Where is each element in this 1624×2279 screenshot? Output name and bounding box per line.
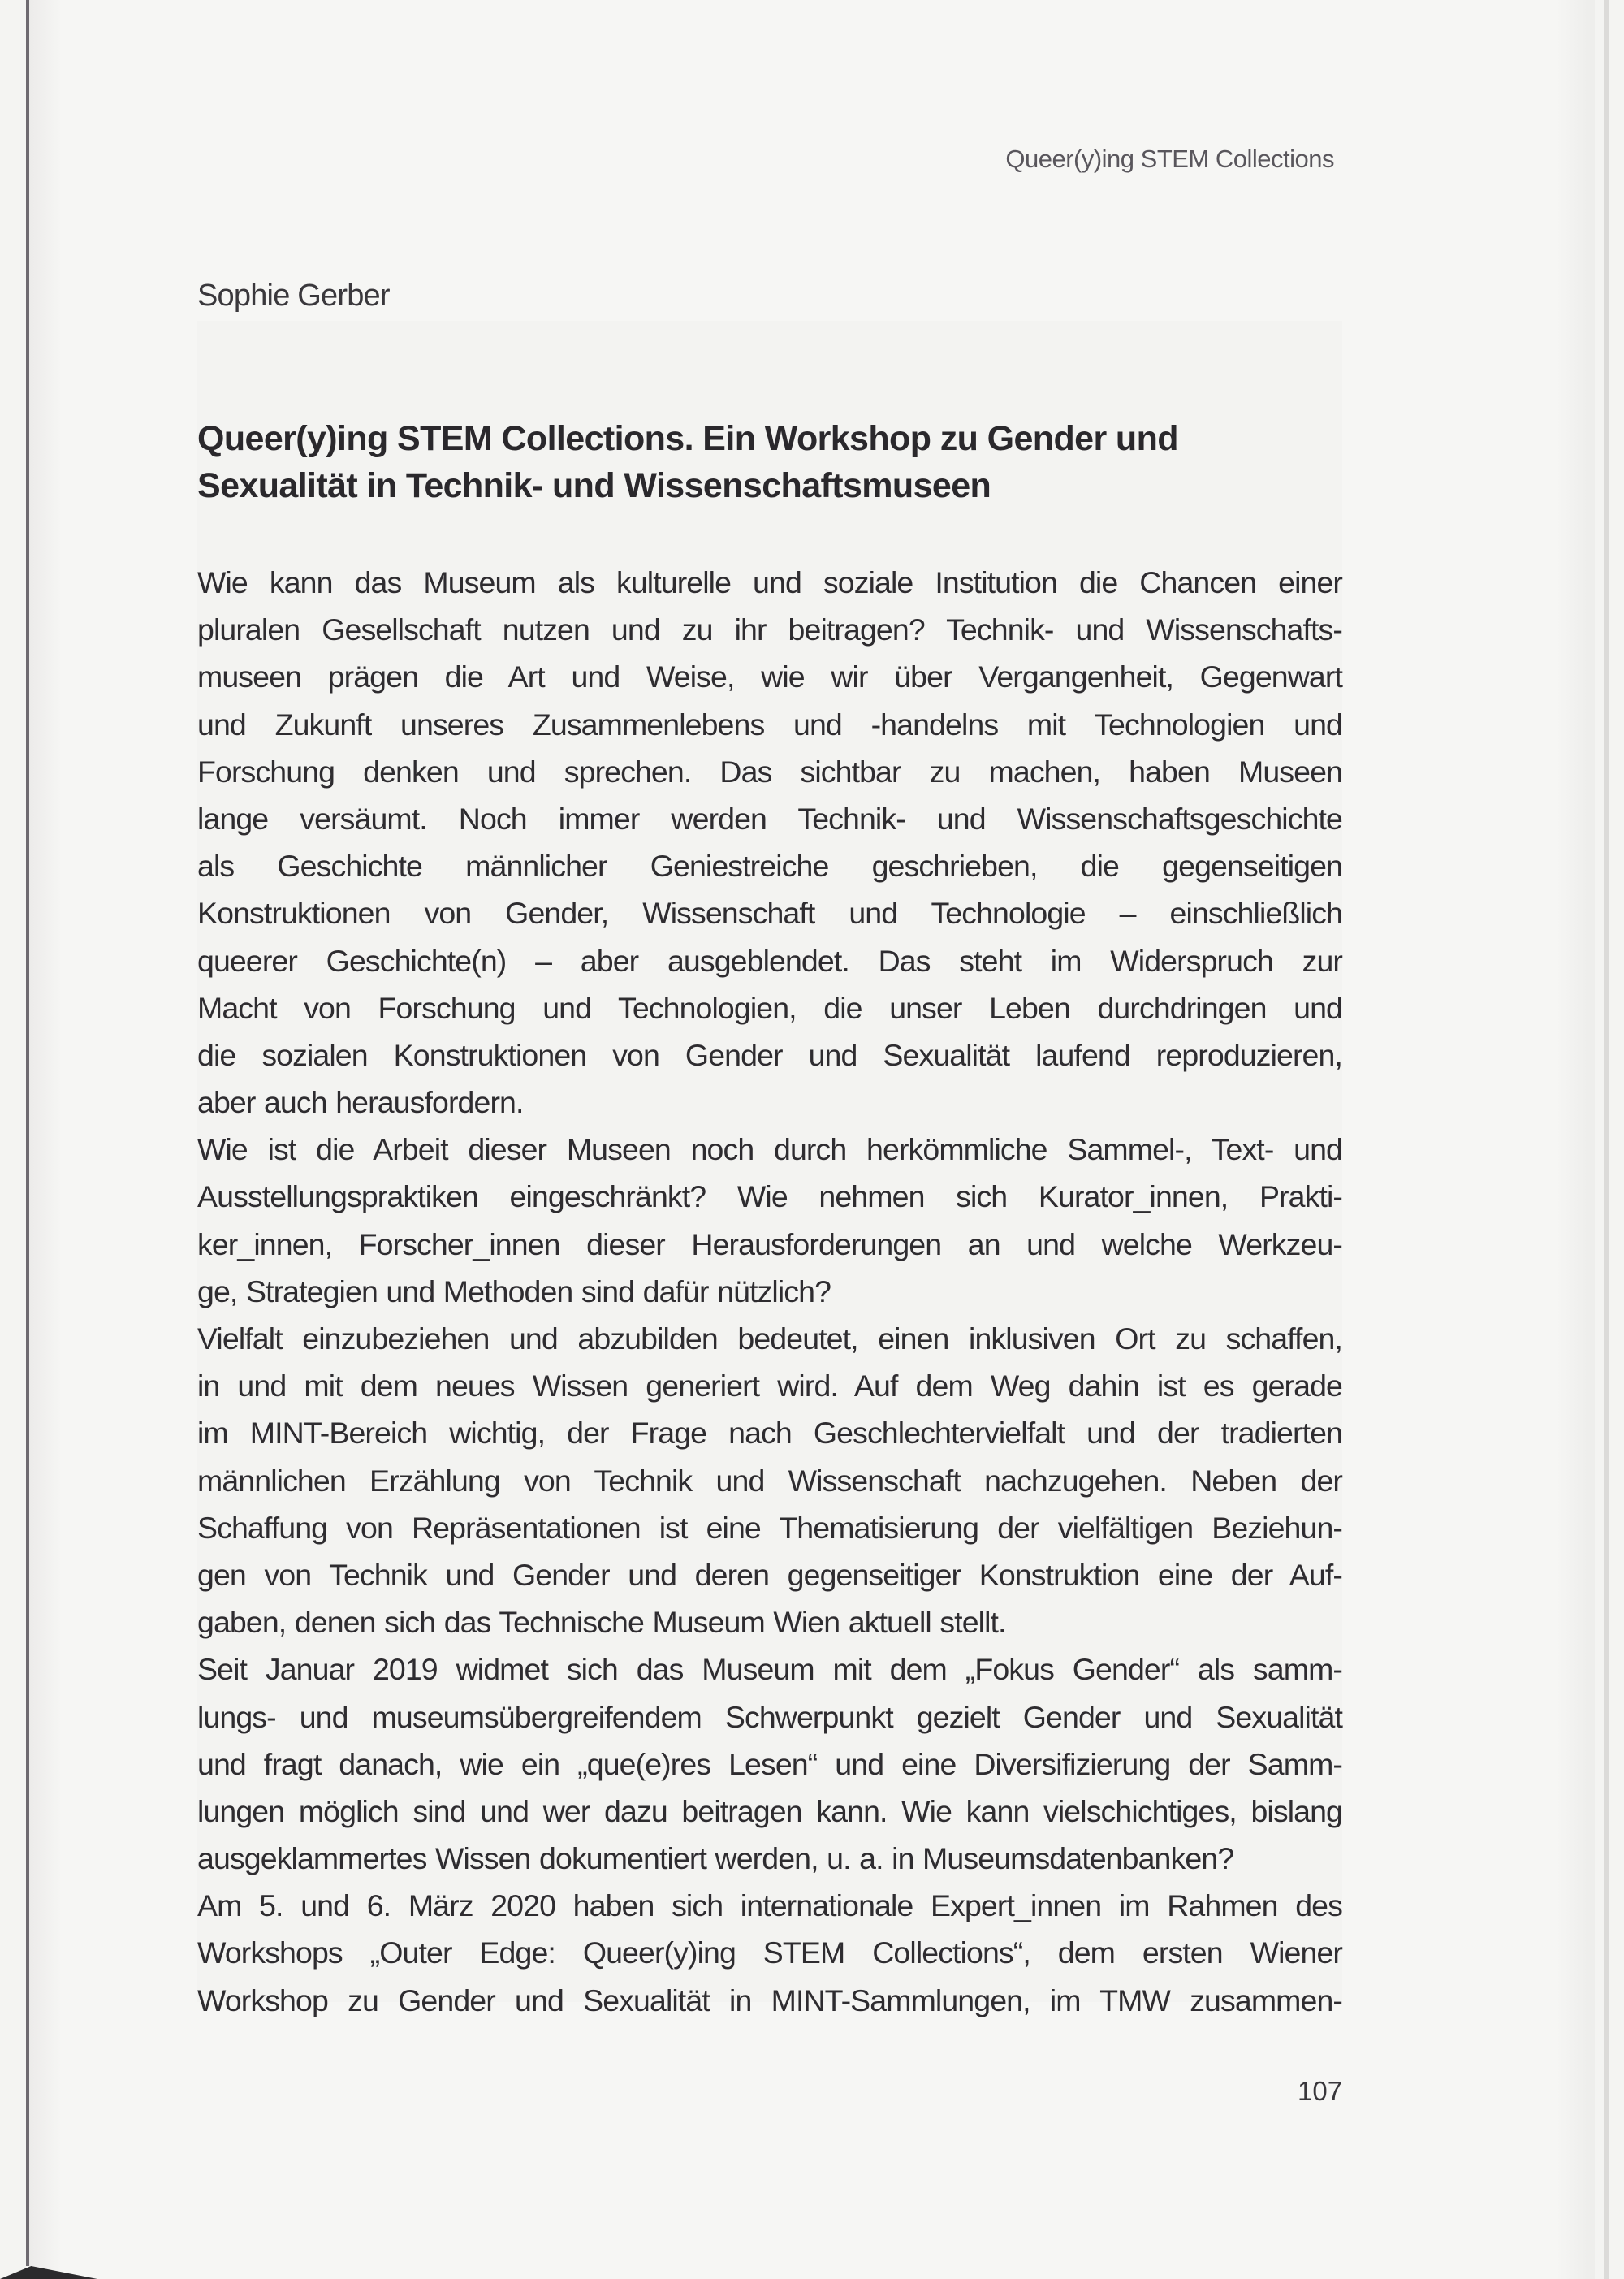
body-line: queerer Geschichte(n) – aber ausgeblendet. Das steht im Widerspruch zur <box>197 943 1342 978</box>
body-line: Macht von Forschung und Technologien, die unser Leben durchdringen und <box>197 990 1342 1025</box>
body-line: Ausstellungspraktiken eingeschränkt? Wie nehmen sich Kurator_innen, Prakti- <box>197 1179 1342 1214</box>
body-line: Workshops „Outer Edge: Queer(y)ing STEM Collections“, dem ersten Wiener <box>197 1935 1342 1970</box>
body-line: ge, Strategien und Methoden sind dafür nützlich? <box>197 1274 831 1308</box>
body-line: Vielfalt einzubeziehen und abzubilden bedeutet, einen inklusiven Ort zu schaffen, <box>197 1321 1342 1356</box>
body-line: Wie ist die Arbeit dieser Museen noch durch herkömmliche Sammel-, Text- und <box>197 1132 1342 1167</box>
page-number: 107 <box>1298 2076 1343 2106</box>
title-line-2: Sexualität in Technik- und Wissenschaftsmuseen <box>197 466 991 505</box>
body-line: als Geschichte männlicher Geniestreiche geschrieben, die gegenseitigen <box>197 849 1342 884</box>
body-line: ausgeklammertes Wissen dokumentiert werden, u. a. in Museumsdatenbanken? <box>197 1841 1234 1876</box>
body-line: Workshop zu Gender und Sexualität in MINT-Sammlungen, im TMW zusammen- <box>197 1983 1342 2017</box>
body-line: und Zukunft unseres Zusammenlebens und -handelns mit Technologien und <box>197 707 1342 742</box>
page-right-edge <box>1604 0 1609 2279</box>
body-line: Forschung denken und sprechen. Das sichtbar zu machen, haben Museen <box>197 754 1342 789</box>
body-line: pluralen Gesellschaft nutzen und zu ihr beitragen? Technik- und Wissenschafts- <box>197 612 1342 647</box>
body-line: gaben, denen sich das Technische Museum Wien aktuell stellt. <box>197 1605 1006 1640</box>
page-gutter-edge <box>26 0 29 2266</box>
body-line: lange versäumt. Noch immer werden Technik- und Wissenschaftsgeschichte <box>197 801 1342 836</box>
body-line: und fragt danach, wie ein „que(e)res Lesen“ und eine Diversifizierung der Samm- <box>197 1746 1342 1781</box>
body-line: männlichen Erzählung von Technik und Wissenschaft nachzugehen. Neben der <box>197 1463 1342 1498</box>
body-line: Schaffung von Repräsentationen ist eine Thematisierung der vielfältigen Beziehun- <box>197 1510 1342 1545</box>
body-line: Konstruktionen von Gender, Wissenschaft und Technologie – einschließlich <box>197 896 1342 931</box>
body-line: die sozialen Konstruktionen von Gender und Sexualität laufend reproduzieren, <box>197 1037 1342 1072</box>
body-text <box>197 559 1342 2024</box>
body-line: lungs- und museumsübergreifendem Schwerpunkt gezielt Gender und Sexualität <box>197 1699 1342 1734</box>
body-line: im MINT-Bereich wichtig, der Frage nach Geschlechtervielfalt und der tradierten <box>197 1416 1342 1451</box>
title-line-1: Queer(y)ing STEM Collections. Ein Workshop zu Gender und <box>197 419 1178 458</box>
article-title <box>197 415 1358 509</box>
body-line: aber auch herausfordern. <box>197 1085 524 1120</box>
body-line: Wie kann das Museum als kulturelle und soziale Institution die Chancen einer <box>197 565 1342 599</box>
running-head: Queer(y)ing STEM Collections <box>1005 145 1334 173</box>
body-line: museen prägen die Art und Weise, wie wir über Vergangenheit, Gegenwart <box>197 659 1342 694</box>
body-line: gen von Technik und Gender und deren gegenseitiger Konstruktion eine der Auf- <box>197 1557 1342 1592</box>
body-line: in und mit dem neues Wissen generiert wird. Auf dem Weg dahin ist es gerade <box>197 1369 1342 1403</box>
body-line: ker_innen, Forscher_innen dieser Herausforderungen an und welche Werkzeu- <box>197 1226 1342 1261</box>
body-line: Am 5. und 6. März 2020 haben sich internationale Expert_innen im Rahmen des <box>197 1888 1342 1923</box>
body-line: Seit Januar 2019 widmet sich das Museum mit dem „Fokus Gender“ als samm- <box>197 1652 1342 1687</box>
author-name: Sophie Gerber <box>197 279 390 313</box>
body-line: lungen möglich sind und wer dazu beitragen kann. Wie kann vielschichtiges, bislang <box>197 1793 1342 1828</box>
